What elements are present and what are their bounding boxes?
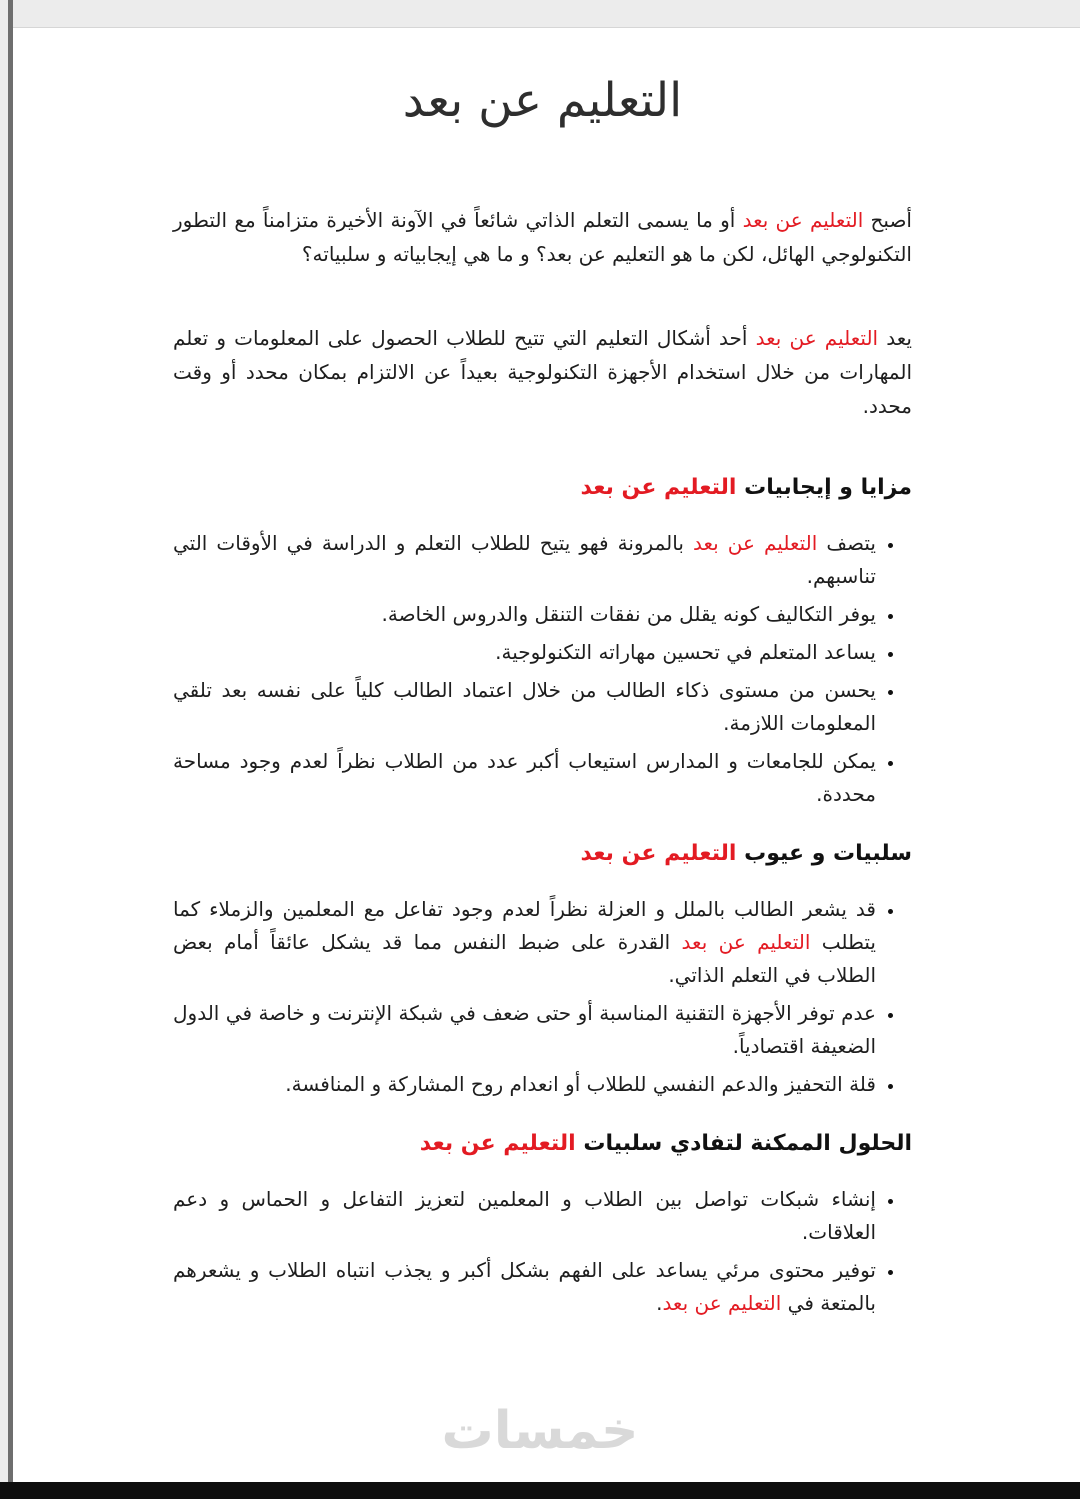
page-spine <box>8 0 13 1499</box>
list-item <box>173 1068 876 1101</box>
document-page <box>13 27 1080 1499</box>
text-run: أو ما يسمى التعلم الذاتي شائعاً في الآونة الأخيرة متزامناً مع التطور التكنولوجي الهائل، لكن ما هو التعليم عن بعد؟ و ما هي إيجابياته و سلبياته؟ <box>173 208 912 267</box>
highlight-red-text: التعليم عن بعد <box>580 841 737 867</box>
highlight-red-text: التعليم عن بعد <box>662 1291 782 1316</box>
text-run: مزايا و إيجابيات <box>736 475 912 501</box>
text-run: إنشاء شبكات تواصل بين الطلاب و المعلمين لتعزيز التفاعل و الحماس و دعم العلاقات. <box>173 1187 876 1245</box>
bullet-list <box>173 527 912 811</box>
text-run: يمكن للجامعات و المدارس استيعاب أكبر عدد من الطلاب نظراً لعدم وجود مساحة محددة. <box>173 749 876 807</box>
text-run: . <box>656 1291 663 1316</box>
paragraph <box>173 203 912 271</box>
highlight-red-text: التعليم عن بعد <box>681 930 811 955</box>
list-item <box>173 1183 876 1249</box>
list-item <box>173 598 876 631</box>
text-run: سلبيات و عيوب <box>736 841 912 867</box>
list-item <box>173 997 876 1063</box>
text-run: أصبح <box>863 208 912 233</box>
bottom-bar <box>0 1482 1080 1499</box>
highlight-red-text: التعليم عن بعد <box>755 326 879 351</box>
text-run: عدم توفر الأجهزة التقنية المناسبة أو حتى ضعف في شبكة الإنترنت و خاصة في الدول الضعيفة اقتصادياً. <box>173 1001 876 1059</box>
text-run: أحد أشكال التعليم التي تتيح للطلاب الحصول على المعلومات و تعلم المهارات من خلال استخدام الأجهزة التكنولوجية بعيداً عن الالتزام بمكان محدد أو وقت محدد. <box>173 326 912 419</box>
section-heading <box>173 473 912 503</box>
highlight-red-text: التعليم عن بعد <box>692 531 818 556</box>
highlight-red-text: التعليم عن بعد <box>742 208 864 233</box>
text-run: بالمرونة فهو يتيح للطلاب التعلم و الدراسة في الأوقات التي تناسبهم. <box>173 531 876 589</box>
text-run: يحسن من مستوى ذكاء الطالب من خلال اعتماد الطالب كلياً على نفسه بعد تلقي المعلومات اللازمة. <box>173 678 876 736</box>
text-run: قلة التحفيز والدعم النفسي للطلاب أو انعدام روح المشاركة و المنافسة. <box>285 1072 876 1097</box>
document-title: التعليم عن بعد <box>402 73 683 128</box>
watermark: خمسات <box>441 1401 639 1461</box>
text-run: الحلول الممكنة لتفادي سلبيات <box>575 1131 912 1157</box>
paragraph <box>173 321 912 423</box>
document-content <box>13 28 1080 1320</box>
document-blocks <box>173 203 912 1320</box>
list-item <box>173 674 876 740</box>
section-heading <box>173 1129 912 1159</box>
list-item <box>173 527 876 593</box>
text-run: القدرة على ضبط النفس مما قد يشكل عائقاً أمام بعض الطلاب في التعلم الذاتي. <box>173 930 876 988</box>
list-item <box>173 1254 876 1320</box>
text-run: يساعد المتعلم في تحسين مهاراته التكنولوجية. <box>495 640 876 665</box>
list-item <box>173 893 876 992</box>
highlight-red-text: التعليم عن بعد <box>419 1131 576 1157</box>
text-run: قد يشعر الطالب بالملل و العزلة نظراً لعدم وجود تفاعل مع المعلمين والزملاء كما يتطلب <box>173 897 876 955</box>
text-run: يعد <box>878 326 912 351</box>
section-heading <box>173 839 912 869</box>
text-run: توفير محتوى مرئي يساعد على الفهم بشكل أكبر و يجذب انتباه الطلاب و يشعرهم بالمتعة في <box>173 1258 876 1316</box>
list-item <box>173 636 876 669</box>
bullet-list <box>173 1183 912 1320</box>
list-item <box>173 745 876 811</box>
highlight-red-text: التعليم عن بعد <box>580 475 737 501</box>
text-run: يتصف <box>817 531 876 556</box>
bullet-list <box>173 893 912 1101</box>
text-run: يوفر التكاليف كونه يقلل من نفقات التنقل والدروس الخاصة. <box>381 602 876 627</box>
